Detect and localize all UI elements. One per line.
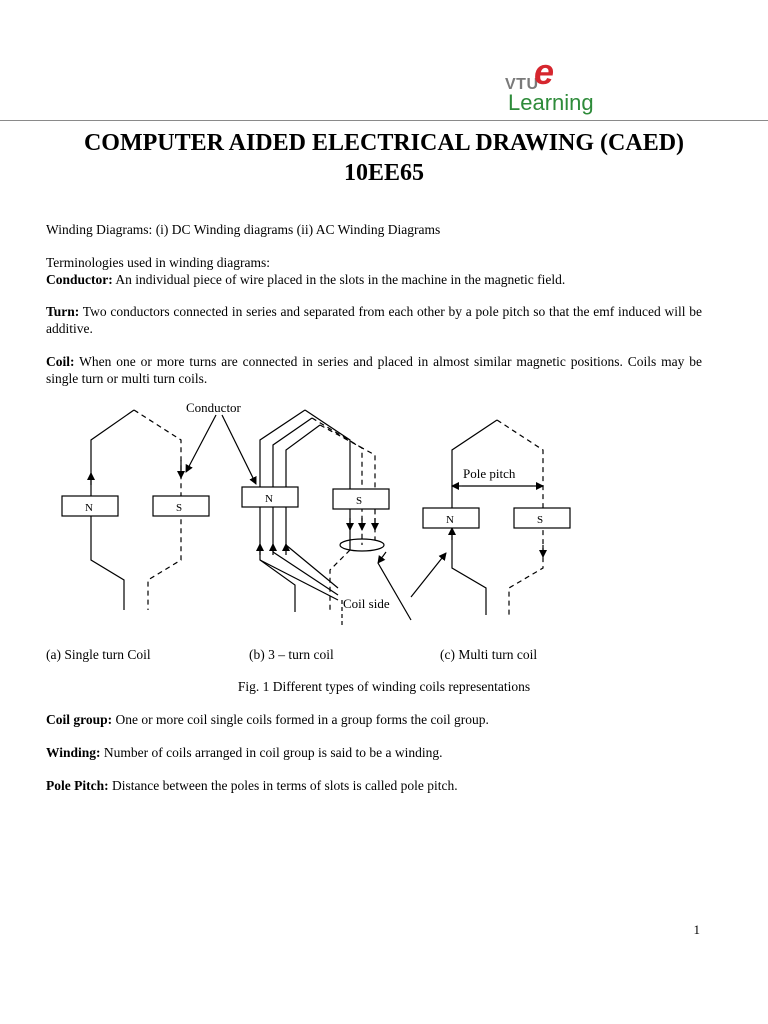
- label-coil-side: Coil side: [343, 596, 390, 611]
- label-conductor: Conductor: [186, 400, 241, 415]
- subject-code: 10EE65: [343, 160, 424, 186]
- pole-s-a-label: S: [176, 502, 183, 514]
- caption-c: (c) Multi turn coil: [440, 647, 538, 662]
- terminologies-heading: Terminologies used in winding diagrams:: [46, 255, 271, 270]
- figure-caption: Fig. 1 Different types of winding coils representations: [237, 679, 531, 694]
- coil-group-definition: [46, 711, 702, 728]
- page-number: 1: [693, 922, 700, 937]
- caption-a: (a) Single turn Coil: [46, 647, 151, 662]
- logo-vtu-text: VTU: [505, 76, 539, 93]
- winding-definition: [46, 744, 702, 761]
- three-turn-coil: [242, 410, 389, 625]
- conductor-term: Conductor:: [46, 272, 113, 287]
- conductor-definition: [46, 271, 702, 288]
- coil-side-pointer-c: [411, 553, 446, 597]
- intro-line: Winding Diagrams: (i) DC Winding diagrams (ii) AC Winding Diagrams: [46, 222, 441, 237]
- pole-n-c-label: N: [446, 514, 454, 526]
- label-pole-pitch: Pole pitch: [463, 466, 516, 481]
- winding-coils-figure: [0, 395, 768, 655]
- coil-group-text: One or more coil single coils formed in a group forms the coil group.: [112, 712, 489, 727]
- pole-pitch-term: Pole Pitch:: [46, 778, 109, 793]
- winding-term: Winding:: [46, 745, 101, 760]
- logo-learning-text: Learning: [508, 90, 594, 115]
- pole-pitch-definition: [46, 777, 702, 794]
- turn-term: Turn:: [46, 304, 80, 319]
- pole-n-b-label: N: [265, 493, 273, 505]
- pole-n-a-label: N: [85, 502, 93, 514]
- conductor-text: An individual piece of wire placed in the slots in the machine in the magnetic field.: [112, 272, 566, 287]
- coil-definition: [46, 353, 702, 387]
- coil-group-term: Coil group:: [46, 712, 113, 727]
- coil-side-pointer-b: [378, 563, 411, 620]
- pole-s-c-label: S: [537, 514, 544, 526]
- header-rule: [0, 120, 768, 121]
- pole-pitch-text: Distance between the poles in terms of slots is called pole pitch.: [108, 778, 458, 793]
- caption-b: (b) 3 – turn coil: [249, 647, 334, 662]
- vtu-elearning-logo: [500, 52, 600, 118]
- coil-term: Coil:: [46, 354, 75, 369]
- coil-text: When one or more turns are connected in series and placed in almost similar magnetic positions. Coils may be single turn or multi turn coils.: [46, 354, 702, 386]
- winding-text: Number of coils arranged in coil group is said to be a winding.: [100, 745, 443, 760]
- conductor-pointer-b: [222, 415, 256, 484]
- document-title: COMPUTER AIDED ELECTRICAL DRAWING (CAED): [83, 130, 685, 156]
- turn-text: Two conductors connected in series and separated from each other by a pole pitch so that the emf induced will be additive.: [46, 304, 702, 336]
- logo-e-letter: e: [534, 51, 555, 92]
- pole-s-b-label: S: [356, 495, 363, 507]
- conductor-pointer-a: [186, 415, 216, 472]
- turn-definition: [46, 303, 702, 337]
